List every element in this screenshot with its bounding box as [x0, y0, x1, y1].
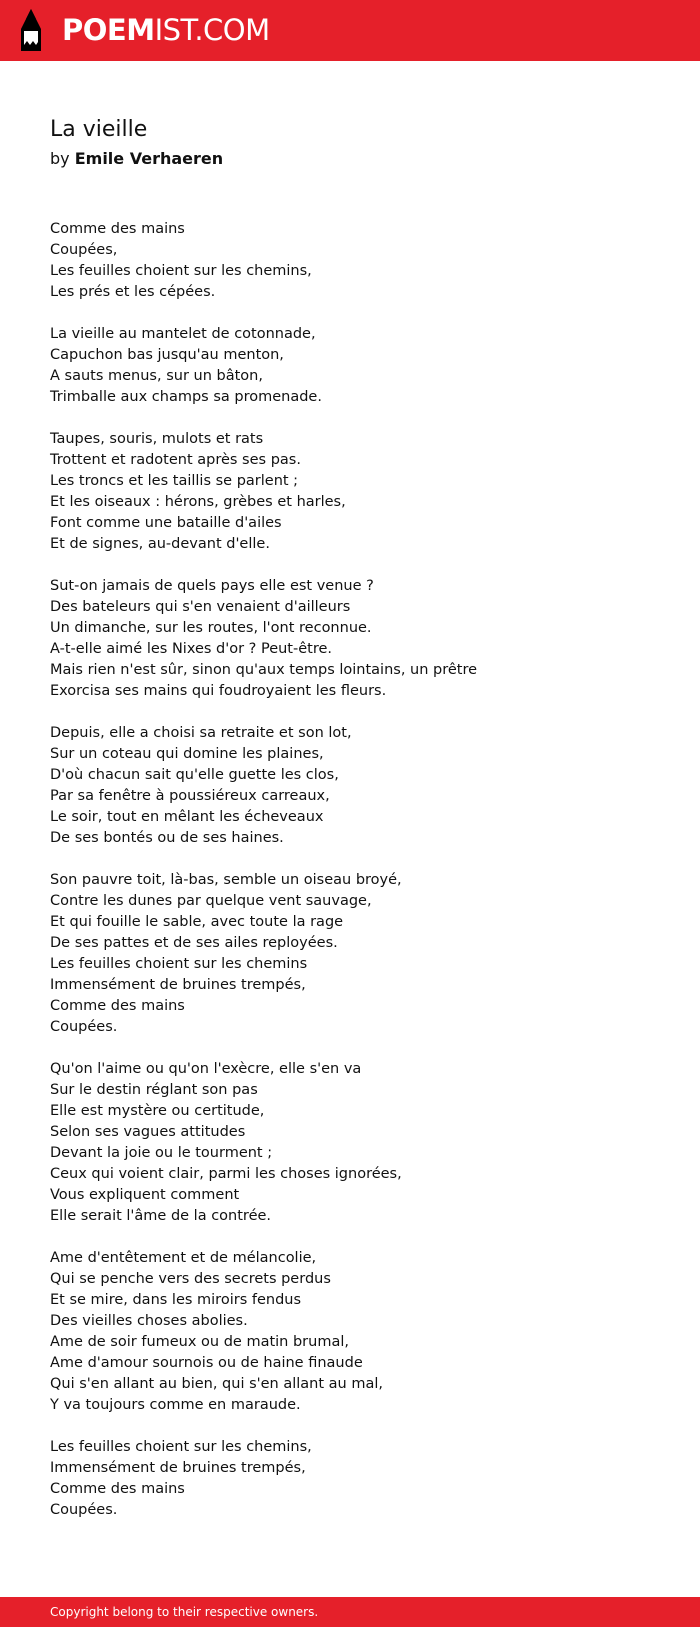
- poem-line: Son pauvre toit, là-bas, semble un oiseau broyé,: [50, 872, 402, 888]
- poem-line: Y va toujours comme en maraude.: [50, 1397, 301, 1413]
- poem-line: Et les oiseaux : hérons, grèbes et harles,: [50, 494, 346, 510]
- poem-line: Qu'on l'aime ou qu'on l'exècre, elle s'en va: [50, 1061, 362, 1077]
- poem-line: Et se mire, dans les miroirs fendus: [50, 1292, 302, 1308]
- poem-line: Ame d'amour sournois ou de haine finaude: [50, 1355, 363, 1371]
- poem-line: Font comme une bataille d'ailes: [50, 515, 282, 531]
- poem-line: Les feuilles choient sur les chemins,: [50, 263, 312, 279]
- poem-line: De ses bontés ou de ses haines.: [50, 830, 284, 846]
- poem-line: Taupes, souris, mulots et rats: [50, 431, 264, 447]
- poem-line: Ceux qui voient clair, parmi les choses ignorées,: [50, 1166, 402, 1182]
- poem-line: Des bateleurs qui s'en venaient d'ailleurs: [50, 599, 351, 615]
- poem-line: Et qui fouille le sable, avec toute la rage: [50, 914, 344, 930]
- poem-line: Mais rien n'est sûr, sinon qu'aux temps lointains, un prêtre: [50, 662, 478, 678]
- byline: [50, 148, 223, 170]
- poem-line: Le soir, tout en mêlant les écheveaux: [50, 809, 324, 825]
- poem-line: Qui s'en allant au bien, qui s'en allant au mal,: [50, 1376, 383, 1392]
- poem-line: Les prés et les cépées.: [50, 284, 216, 300]
- stanza: [50, 1059, 670, 1227]
- poem-line: Elle serait l'âme de la contrée.: [50, 1208, 272, 1224]
- stanza: [50, 429, 670, 555]
- stanza: [50, 723, 670, 849]
- poem-line: Immensément de bruines trempés,: [50, 1460, 306, 1476]
- poem-line: Et de signes, au-devant d'elle.: [50, 536, 270, 552]
- pencil-icon: [18, 9, 44, 51]
- poem-line: Des vieilles choses abolies.: [50, 1313, 248, 1329]
- copyright-text: Copyright belong to their respective owners.: [50, 1605, 319, 1619]
- poem-line: Trottent et radotent après ses pas.: [50, 452, 301, 468]
- poem-line: Comme des mains: [50, 221, 185, 237]
- poem-line: Comme des mains: [50, 1481, 185, 1497]
- poem-body: [50, 219, 670, 1542]
- poem-line: Devant la joie ou le tourment ;: [50, 1145, 273, 1161]
- poem-line: Ame de soir fumeux ou de matin brumal,: [50, 1334, 349, 1350]
- poem-line: Coupées.: [50, 1502, 118, 1518]
- poem-line: Un dimanche, sur les routes, l'ont reconnue.: [50, 620, 372, 636]
- poem-title: La vieille: [50, 117, 148, 142]
- poem-line: Les feuilles choient sur les chemins,: [50, 1439, 312, 1455]
- poem-line: Elle est mystère ou certitude,: [50, 1103, 265, 1119]
- author-name: Emile Verhaeren: [74, 149, 224, 168]
- poem-line: A sauts menus, sur un bâton,: [50, 368, 263, 384]
- poem-line: Qui se penche vers des secrets perdus: [50, 1271, 331, 1287]
- poem-line: Les feuilles choient sur les chemins: [50, 956, 308, 972]
- poem-line: Selon ses vagues attitudes: [50, 1124, 246, 1140]
- poem-line: Depuis, elle a choisi sa retraite et son lot,: [50, 725, 352, 741]
- site-header: [0, 0, 700, 61]
- poem-line: Immensément de bruines trempés,: [50, 977, 306, 993]
- poem-line: Ame d'entêtement et de mélancolie,: [50, 1250, 317, 1266]
- site-logo-link[interactable]: [62, 12, 270, 48]
- poem-line: Exorcisa ses mains qui foudroyaient les fleurs.: [50, 683, 387, 699]
- stanza: [50, 324, 670, 408]
- poem-line: Les troncs et les taillis se parlent ;: [50, 473, 299, 489]
- stanza: [50, 576, 670, 702]
- stanza: [50, 219, 670, 303]
- poem-line: Trimballe aux champs sa promenade.: [50, 389, 322, 405]
- poem-line: Sur le destin réglant son pas: [50, 1082, 258, 1098]
- poem-line: De ses pattes et de ses ailes reployées.: [50, 935, 338, 951]
- poem-line: D'où chacun sait qu'elle guette les clos,: [50, 767, 339, 783]
- poem-line: Par sa fenêtre à poussiéreux carreaux,: [50, 788, 330, 804]
- stanza: [50, 1248, 670, 1416]
- poem-line: Coupées.: [50, 1019, 118, 1035]
- site-footer: [0, 1597, 700, 1627]
- stanza: [50, 1437, 670, 1521]
- brand-bold: POEM: [62, 13, 155, 47]
- poem-line: Coupées,: [50, 242, 118, 258]
- stanza: [50, 870, 670, 1038]
- poem-line: Sur un coteau qui domine les plaines,: [50, 746, 324, 762]
- poem-line: Vous expliquent comment: [50, 1187, 240, 1203]
- poem-line: La vieille au mantelet de cotonnade,: [50, 326, 316, 342]
- poem-line: Capuchon bas jusqu'au menton,: [50, 347, 284, 363]
- brand-light: IST.COM: [154, 13, 270, 47]
- poem-line: Sut-on jamais de quels pays elle est venue ?: [50, 578, 374, 594]
- poem-line: Contre les dunes par quelque vent sauvage,: [50, 893, 372, 909]
- poem-line: Comme des mains: [50, 998, 185, 1014]
- poem-line: A-t-elle aimé les Nixes d'or ? Peut-être.: [50, 641, 333, 657]
- by-label: by: [50, 149, 70, 168]
